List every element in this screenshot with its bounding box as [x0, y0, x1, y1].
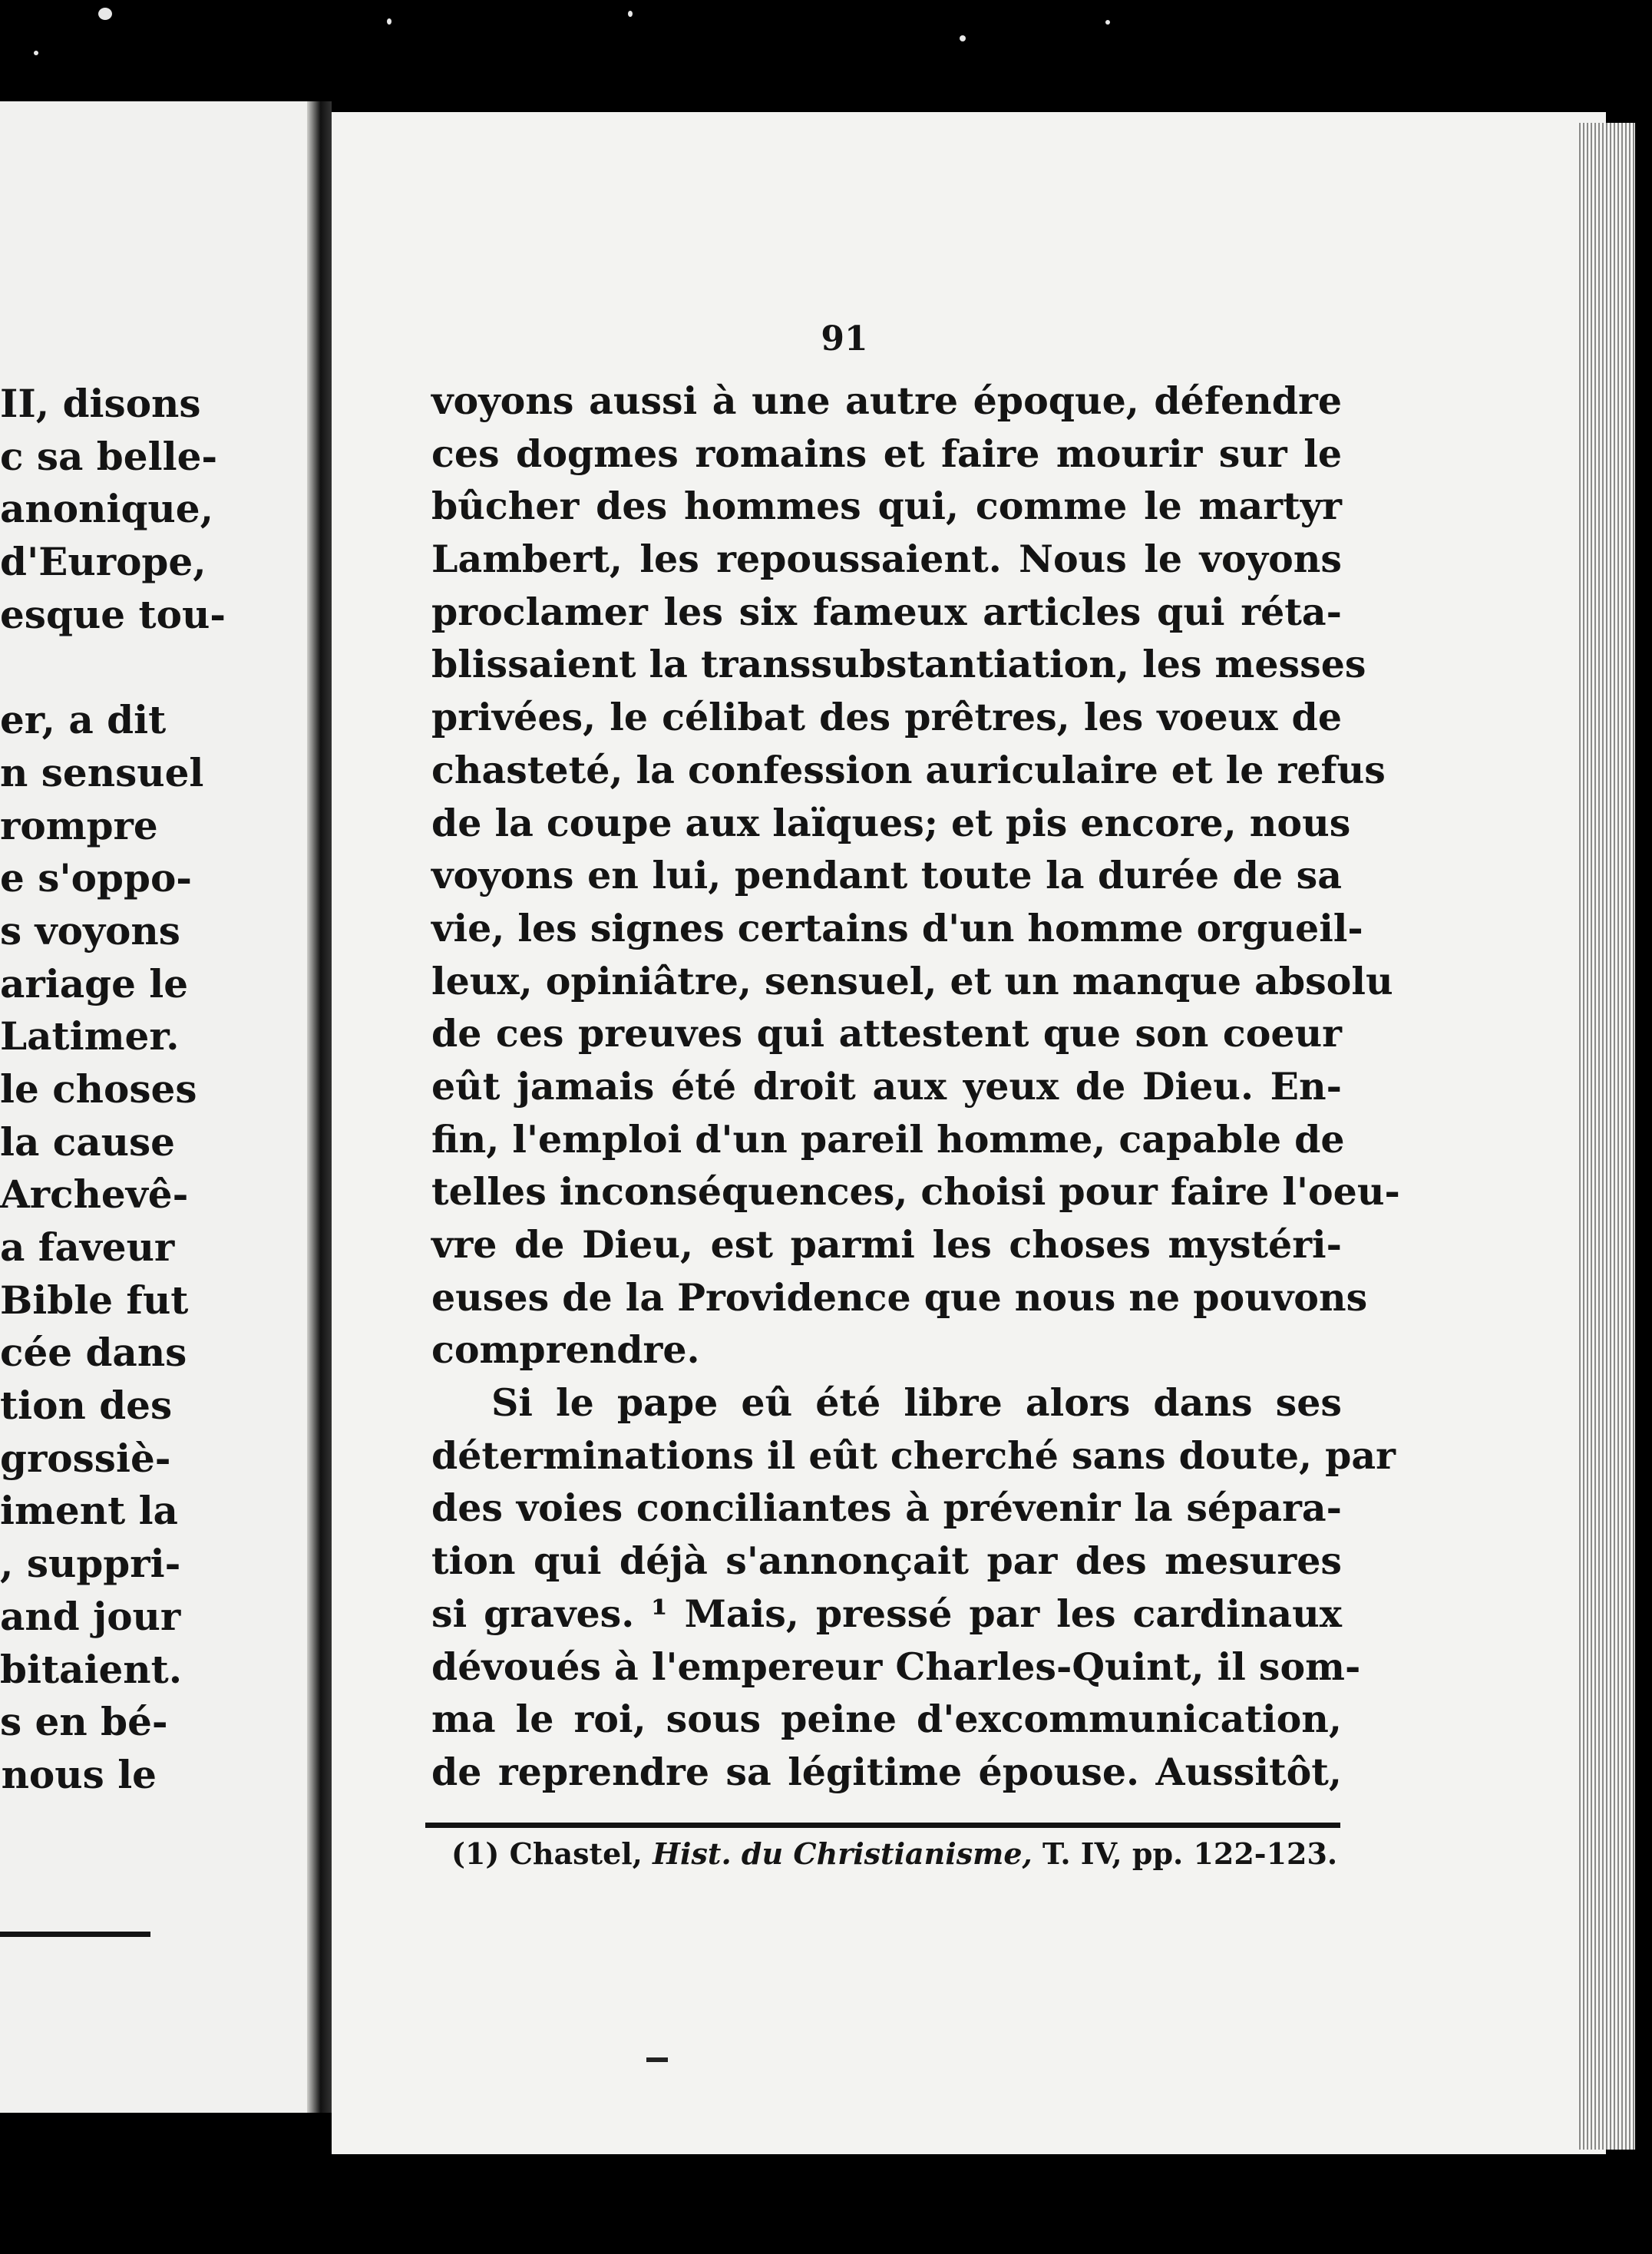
body-line: tion qui déjà s'annonçait par des mesures	[431, 1538, 1342, 1584]
body-line: comprendre.	[431, 1327, 700, 1373]
body-line: voyons en lui, pendant toute la durée de sa	[431, 853, 1342, 898]
body-line: Lambert, les repoussaient. Nous le voyons	[431, 537, 1342, 582]
body-line: eût jamais été droit aux yeux de Dieu. En-	[431, 1063, 1342, 1109]
left-page-line: bitaient.	[0, 1646, 183, 1692]
left-page-line: and jour	[0, 1593, 181, 1639]
left-page-line: iment la	[0, 1488, 178, 1534]
left-page-line: nous le	[1, 1751, 157, 1797]
left-page-line: esque tou-	[0, 591, 226, 637]
body-line: fin, l'emploi d'un pareil homme, capable de	[431, 1116, 1345, 1162]
body-line: voyons aussi à une autre époque, défendre	[431, 378, 1342, 423]
left-page-line: c sa belle-	[0, 433, 218, 479]
body-line: euses de la Providence que nous ne pouvons	[431, 1274, 1368, 1320]
page-edge-stack	[1577, 123, 1635, 2150]
body-line: déterminations il eût cherché sans doute, par	[431, 1433, 1396, 1478]
left-page-line	[0, 641, 307, 694]
body-line: ces dogmes romains et faire mourir sur le	[431, 431, 1342, 476]
left-page-line: Latimer.	[0, 1013, 180, 1059]
left-page-line: grossiè-	[0, 1435, 171, 1481]
left-page-line: anonique,	[0, 486, 213, 532]
body-line: bûcher des hommes qui, comme le martyr	[431, 484, 1342, 529]
left-page-line: Bible fut	[0, 1277, 189, 1323]
body-line: si graves. ¹ Mais, pressé par les cardinaux	[431, 1591, 1342, 1636]
left-page-line: le choses	[0, 1066, 197, 1112]
left-page-line: s en bé-	[0, 1699, 168, 1745]
body-line: chasteté, la confession auriculaire et le refus	[431, 747, 1386, 792]
body-line: privées, le célibat des prêtres, les voeux de	[431, 695, 1342, 740]
body-line: de ces preuves qui attestent que son coeur	[431, 1011, 1342, 1056]
body-line: ma le roi, sous peine d'excommunication,	[431, 1697, 1342, 1742]
footnote	[451, 1836, 1342, 1871]
body-line: des voies conciliantes à prévenir la sépara-	[431, 1486, 1342, 1531]
left-page-line: er, a dit	[0, 697, 167, 743]
body-line: telles inconséquences, choisi pour faire l'oeu-	[431, 1169, 1400, 1215]
book-gutter	[307, 101, 332, 2113]
left-page-line: rompre	[0, 802, 158, 848]
scan-specks	[0, 0, 1652, 107]
left-page-line: cée dans	[0, 1330, 187, 1376]
body-line: vre de Dieu, est parmi les choses mystéri-	[431, 1222, 1342, 1267]
left-page-line: tion des	[0, 1383, 173, 1429]
left-page-line: la cause	[0, 1119, 175, 1165]
body-line: blissaient la transsubstantiation, les messes	[431, 642, 1366, 687]
left-page-line: e s'oppo-	[0, 855, 193, 901]
body-line: vie, les signes certains d'un homme orgueil-	[431, 905, 1363, 950]
left-page-line: n sensuel	[0, 749, 204, 795]
left-page-text	[0, 378, 307, 1802]
footnote-ref: T. IV, pp. 122-123.	[1042, 1836, 1338, 1871]
footnote-marker: (1) Chastel,	[451, 1836, 643, 1871]
body-line: proclamer les six fameux articles qui réta-	[431, 589, 1342, 634]
body-line: Si le pape eû été libre alors dans ses	[491, 1380, 1342, 1426]
body-line: leux, opiniâtre, sensuel, et un manque absolu	[431, 958, 1393, 1003]
scan-mark	[646, 2057, 668, 2062]
body-line: dévoués à l'empereur Charles-Quint, il som-	[431, 1644, 1361, 1689]
footnote-title: Hist. du Christianisme,	[653, 1836, 1032, 1871]
left-facing-page	[0, 101, 307, 2113]
body-line: de reprendre sa légitime épouse. Aussitôt,	[431, 1749, 1342, 1794]
left-page-line: d'Europe,	[0, 539, 206, 585]
footnote-rule	[425, 1823, 1340, 1828]
left-page-line: Archevê-	[0, 1172, 189, 1218]
body-line: de la coupe aux laïques; et pis encore, nous	[431, 800, 1351, 845]
left-page-line: ariage le	[0, 960, 189, 1006]
left-footnote-rule	[0, 1932, 150, 1937]
left-page-line: a faveur	[0, 1224, 175, 1270]
page-number: 91	[821, 319, 868, 359]
left-page-line: II, disons	[0, 381, 201, 426]
left-page-line: , suppri-	[0, 1541, 181, 1587]
left-page-line: s voyons	[0, 907, 180, 953]
body-text	[431, 375, 1400, 1799]
